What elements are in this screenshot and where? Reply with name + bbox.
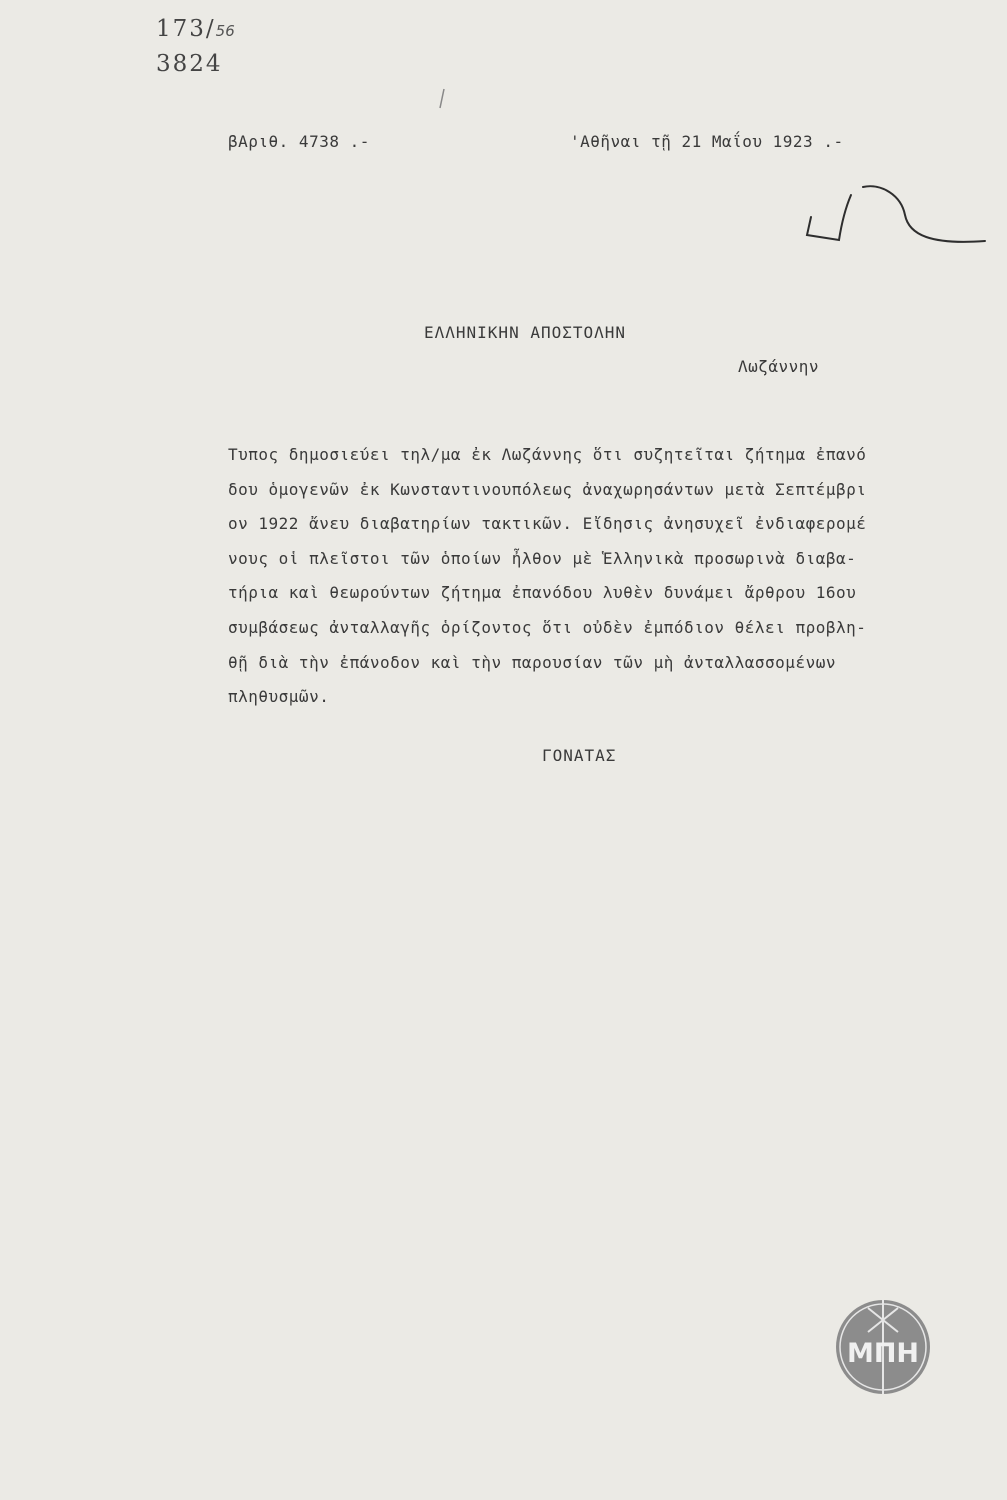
body-line: νους οἱ πλεῖστοι τῶν ὁποίων ἦλθον μὲ Ἑλληνικὰ προσωρινὰ διαβα-	[228, 548, 857, 568]
body-line: θῇ διὰ τὴν ἐπάνοδον καὶ τὴν παρουσίαν τῶν μὴ ἀνταλλασσομένων	[228, 652, 836, 672]
body-line: δου ὁμογενῶν ἐκ Κωνσταντινουπόλεως ἀναχωρησάντων μετὰ Σεπτέμβρι	[228, 479, 867, 499]
recipient-name: ΕΛΛΗΝΙΚΗΝ ΑΠΟΣΤΟΛΗΝ	[424, 323, 627, 342]
reference-number: βΑριθ. 4738 .-	[228, 132, 370, 151]
document-date: 'Αθῆναι τῇ 21 Μαΐου 1923 .-	[570, 132, 844, 151]
body-line: Τυπος δημοσιεύει τηλ/μα ἐκ Λωζάννης ὅτι συζητεῖται ζήτημα ἐπανό	[228, 445, 867, 464]
archive-number-handwritten: 56	[215, 22, 235, 40]
archive-number-top	[156, 16, 235, 42]
svg-text:ΜΠΗ: ΜΠΗ	[846, 1338, 920, 1369]
archive-seal-icon	[832, 1296, 934, 1398]
body-line: ον 1922 ἄνευ διαβατηρίων τακτικῶν. Εἴδησις ἀνησυχεῖ ἐνδιαφερομέ	[228, 514, 867, 534]
body-line: τήρια καὶ θεωρούντων ζήτημα ἐπανόδου λυθὲν δυνάμει ἄρθρου 16ου	[228, 583, 857, 603]
pencil-tick-mark	[436, 88, 448, 110]
body-line: συμβάσεως ἀνταλλαγῆς ὁρίζοντος ὅτι οὐδὲν ἐμπόδιον θέλει προβλη-	[228, 617, 867, 637]
signature-name: ΓΟΝΑΤΑΣ	[542, 746, 617, 765]
archive-number-bottom: 3824	[156, 51, 223, 77]
archive-number-printed: 173/	[156, 16, 216, 42]
recipient-city: Λωζάννην	[738, 357, 820, 376]
body-line: πληθυσμῶν.	[228, 687, 330, 707]
handwritten-paraph-icon	[805, 185, 990, 255]
telegram-body	[228, 438, 993, 715]
